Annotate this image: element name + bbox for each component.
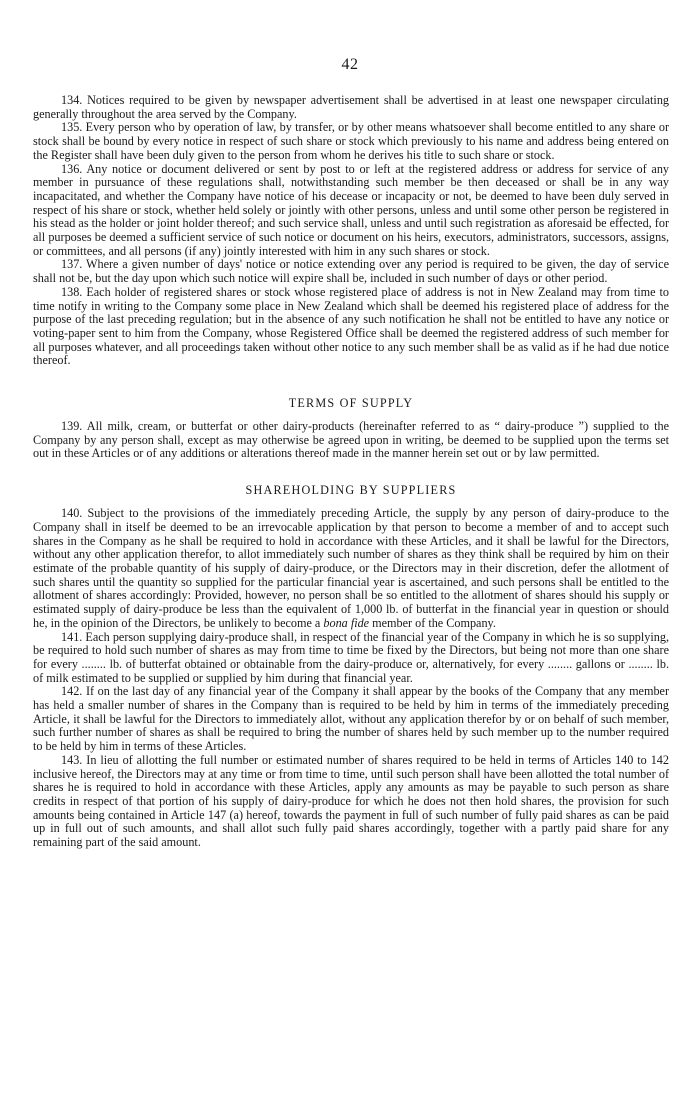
article-134 — [33, 94, 669, 121]
article-140 — [33, 507, 669, 630]
article-number: 135. — [61, 120, 83, 135]
article-number: 136. — [61, 161, 83, 176]
section-heading-shareholding: SHAREHOLDING BY SUPPLIERS — [245, 483, 457, 498]
article-text: Notices required to be given by newspaper advertisement shall be advertised in at least one newspaper circulating generally throughout the area served by the Company. — [33, 93, 670, 121]
document-body — [33, 94, 669, 850]
article-number: 140. — [61, 506, 83, 521]
article-138 — [33, 286, 669, 368]
article-143 — [33, 754, 669, 850]
article-text: Each holder of registered shares or stock whose registered place of address is not in New Zealand may from time to time notify in writing to the Company some place in New Zealand which shall be deemed his registered place of address for the purpose of the last preceding regulation; but in the absence of any such notification he shall not be entitled to have any notice or voting-paper sent to him from the Company, whose Registered Office shall be deemed the registered address of such member for all purposes whatever, and all proceedings taken without other notice to any such member shall be as valid as if he had due notice thereof. — [33, 284, 670, 368]
article-141 — [33, 631, 669, 686]
article-text: Each person supplying dairy-produce shall, in respect of the financial year of the Company in which he is so supplying, be required to hold such number of shares as may from time to time be fixed by the Directors, but being not more than one share for every ........ lb. of butterfat obtained or obtainable from the dairy-produce or, alternatively, for every ........ gallons or ........ lb. of milk estimated to be supplied or supplied by him during that financial year. — [33, 629, 669, 685]
article-number: 134. — [61, 93, 83, 107]
article-number: 139. — [61, 419, 83, 434]
supply-articles — [33, 420, 669, 461]
article-136 — [33, 163, 669, 259]
italic-term: bona fide — [323, 615, 370, 630]
article-text: In lieu of allotting the full number or estimated number of shares required to be held in terms of Articles 140 to 142 inclusive hereof, the Directors may at any time or from time to time, until such person shall have been allotted the total number of shares he is required to hold in accordance with these Articles, apply any amounts as may be payable to such person as share credits in respect of that portion of his supply of dairy-produce for which he does not then hold shares, the provision for such amounts being contained in Article 147 (a) hereof, towards the payment in full of such number of fully paid shares as can be paid up in full out of such amounts, and shall allot such fully paid shares accordingly, together with a partly paid share for any remaining part of the said amount. — [33, 752, 669, 850]
article-number: 142. — [61, 684, 83, 699]
article-text-continued: member of the Company. — [372, 615, 496, 630]
article-text: All milk, cream, or butterfat or other dairy-products (hereinafter referred to as “ dairy-produce ”) supplied to the Company by any person shall, except as may otherwise be agreed upon in writing, be deemed to be supplied upon the terms set out in these Articles or of any additions or alterations thereof made in the manner herein set out or by law permitted. — [33, 419, 669, 461]
section-heading-terms-of-supply: TERMS OF SUPPLY — [288, 396, 414, 411]
article-number: 137. — [61, 257, 83, 272]
article-text: Every person who by operation of law, by transfer, or by other means whatsoever shall become entitled to any share or stock shall be bound by every notice in respect of such share or stock which previously to his name and address being entered on the Register shall have been duly given to the person from whom he derives his title to such share or stock. — [33, 120, 669, 162]
article-text: Any notice or document delivered or sent by post to or left at the registered address or address for service of any member in pursuance of these regulations shall, notwithstanding such member be then deceased or shall be in any way incapacitated, and whether the Company have notice of his decease or incapacity or not, be deemed to have been duly served in respect of his share or stock, whether held solely or jointly with other persons, unless and until some other person be registered in his stead as the holder or joint holder thereof; and such service shall, unless and until such registration as aforesaid be effected, for all purposes be deemed a sufficient service of such notice or document on his heirs, executors, administrators, successors, assigns, or committees, and all persons (if any) jointly interested with him in any such shares or stock. — [33, 161, 670, 258]
article-142 — [33, 685, 669, 754]
article-number: 138. — [61, 284, 83, 299]
article-number: 141. — [61, 629, 83, 644]
article-number: 143. — [61, 752, 83, 767]
article-137 — [33, 258, 669, 285]
shareholding-articles — [33, 507, 669, 850]
page-number: 42 — [341, 56, 359, 73]
article-139 — [33, 420, 669, 461]
notices-articles — [33, 94, 669, 368]
article-text: Subject to the provisions of the immediately preceding Article, the supply by any person of dairy-produce to the Company shall in itself be deemed to be an irrevocable application by that person to become a member of and to accept such shares in the Company as he shall be required to hold in accordance with these Articles, and it shall be lawful for the Directors, without any other application therefor, to allot immediately such number of shares as they think shall be required by him on their estimate of the probable quantity of his supply of dairy-produce, or the Directors may in their discretion, defer the allotment of such shares until the quantity so supplied for the particular financial year is ascertained, and such persons shall be entitled to the allotment of shares accordingly: Provided, however, no person shall be so entitled to the allotment of shares should his supply or estimated supply of dairy-produce be less than the equivalent of 1,000 lb. of butterfat in the financial year in question or should he, in the opinion of the Directors, be unlikely to become a — [33, 506, 669, 630]
article-text: If on the last day of any financial year of the Company it shall appear by the books of the Company that any member has held a smaller number of shares in the Company than is required to be held by him in terms of the immediately preceding Article, it shall be lawful for the Directors to immediately allot, without any application therefor by or on behalf of such member, such further number of shares as shall be required to bring the number of shares held by such member up to the number required to be held by him in terms of these Articles. — [33, 684, 670, 754]
article-135 — [33, 121, 669, 162]
article-text: Where a given number of days' notice or notice extending over any period is required to be given, the day of service shall not be, but the day upon which such notice will expire shall be, included in such number of days or other period. — [33, 257, 669, 286]
